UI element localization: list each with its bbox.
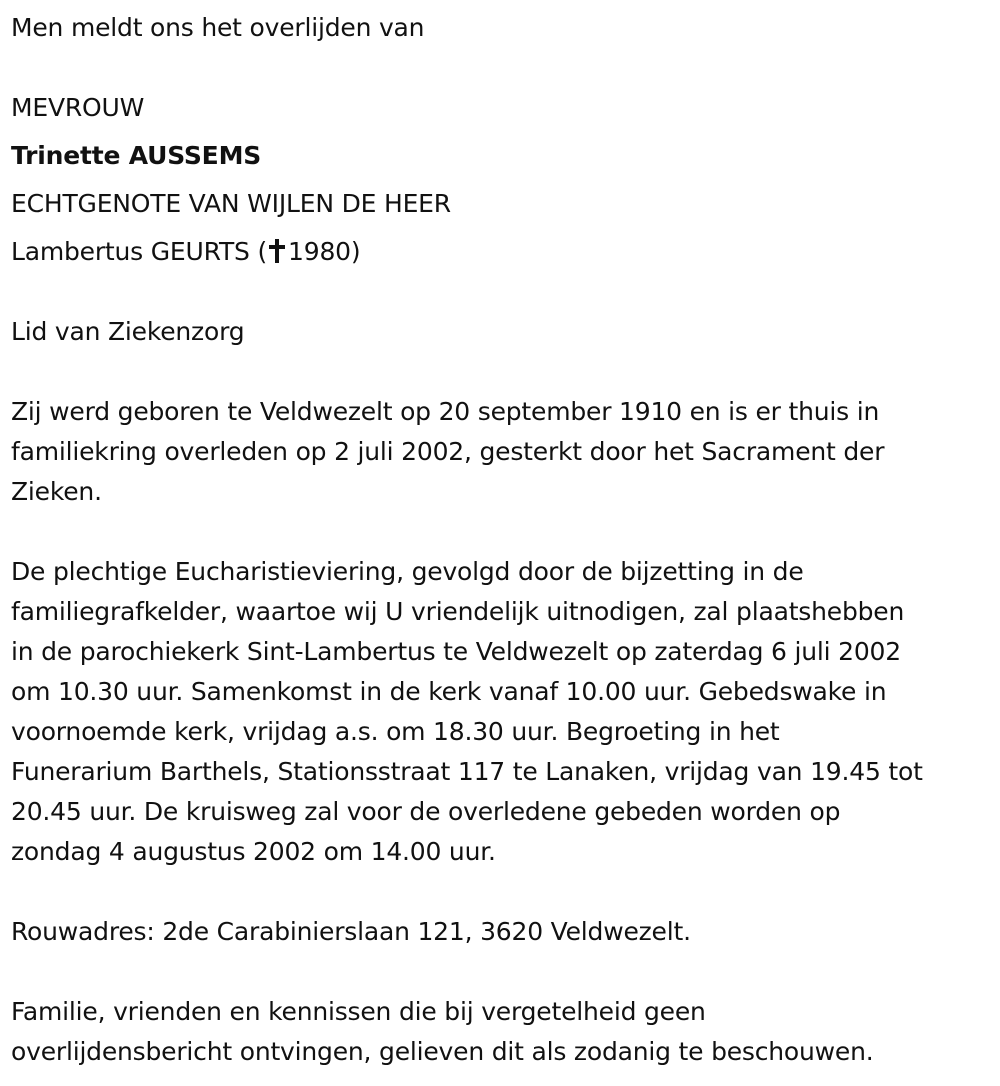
spacer xyxy=(11,48,991,88)
spacer xyxy=(11,352,991,392)
title-prefix: MEVROUW xyxy=(11,93,145,122)
mourning-address: Rouwadres: 2de Carabinierslaan 121, 3620 Veldwezelt. xyxy=(11,917,691,946)
spouse-prefix: ECHTGENOTE VAN WIJLEN DE HEER xyxy=(11,189,451,218)
birth-death-paragraph: Zij werd geboren te Veldwezelt op 20 september 1910 en is er thuis in familiekring overleden op 2 juli 2002, gesterkt door het Sacrament der Zieken. xyxy=(11,397,885,506)
spacer xyxy=(11,952,991,992)
close-paren: ) xyxy=(350,237,361,266)
membership: Lid van Ziekenzorg xyxy=(11,317,245,346)
spouse-death-year: 1980 xyxy=(288,237,351,266)
latin-cross-icon xyxy=(268,239,286,263)
spouse-line xyxy=(11,232,991,272)
spacer xyxy=(11,512,991,552)
spouse-name: Lambertus GEURTS xyxy=(11,237,250,266)
intro-line: Men meldt ons het overlijden van xyxy=(11,13,425,42)
deceased-name: Trinette AUSSEMS xyxy=(11,141,262,170)
ceremony-paragraph: De plechtige Eucharistieviering, gevolgd door de bijzetting in de familiegrafkelder, waartoe wij U vriendelijk uitnodigen, zal plaatshebben in de parochiekerk Sint-Lambertus te Veldwezelt op zaterdag 6 juli 2002 om 10.30 uur. Samenkomst in de kerk vanaf 10.00 uur. Gebedswake in voornoemde kerk, vrijdag a.s. om 18.30 uur. Begroeting in het Funerarium Barthels, Stationsstraat 117 te Lanaken, vrijdag van 19.45 tot 20.45 uur. De kruisweg zal voor de overledene gebeden worden op zondag 4 augustus 2002 om 14.00 uur. xyxy=(11,557,923,866)
closing-paragraph: Familie, vrienden en kennissen die bij vergetelheid geen overlijdensbericht ontvingen, gelieven dit als zodanig te beschouwen. xyxy=(11,997,874,1066)
spacer xyxy=(11,872,991,912)
spacer xyxy=(11,272,991,312)
death-notice xyxy=(11,8,991,1072)
open-paren: ( xyxy=(257,237,268,266)
